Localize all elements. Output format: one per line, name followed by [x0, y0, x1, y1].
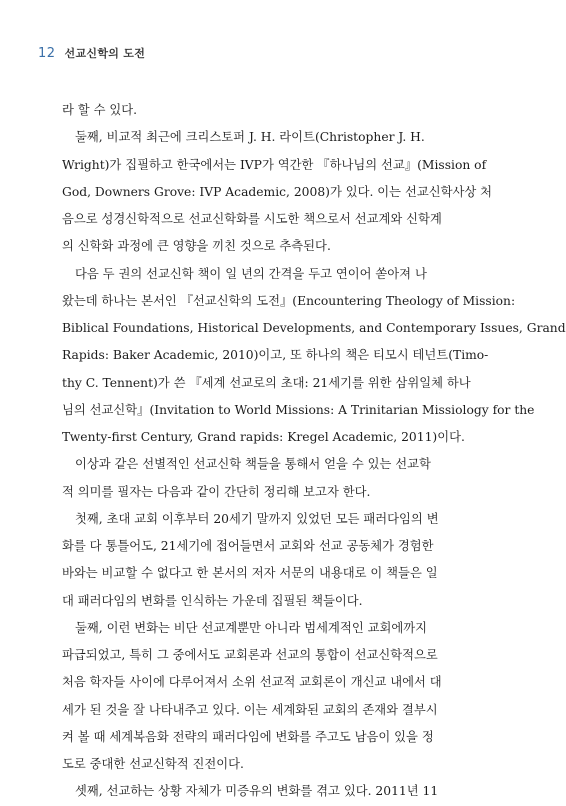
text-line: 음으로 성경신학적으로 선교신학화를 시도한 책으로서 선교계와 신학계	[62, 212, 442, 226]
text-line: 다음 두 권의 선교신학 책이 일 년의 간격을 두고 연이어 쏟아져 나	[75, 266, 427, 281]
text-line: 의 신학화 과정에 큰 영향을 끼친 것으로 추측된다.	[62, 239, 331, 254]
text-line: 대 패러다임의 변화를 인식하는 가운데 집필된 책들이다.	[62, 593, 363, 608]
text-line: 적 의미를 필자는 다음과 같이 간단히 정리해 보고자 한다.	[62, 484, 371, 499]
running-title: 선교신학의 도전	[64, 47, 146, 60]
text-line: Rapids: Baker Academic, 2010)이고, 또 하나의 책은 티모시 테넌트(Timo-	[62, 348, 489, 363]
text-line: Wright)가 집필하고 한국에서는 IVP가 역간한 『하나님의 선교』(Mission of	[62, 157, 487, 172]
text-line: God, Downers Grove: IVP Academic, 2008)가 있다. 이는 선교신학사상 처	[62, 184, 493, 199]
text-line: 둘째, 이런 변화는 비단 선교계뿐만 아니라 범세계적인 교회에까지	[75, 620, 427, 635]
body-text	[62, 97, 566, 806]
running-header	[38, 45, 145, 61]
text-line: 라 할 수 있다.	[62, 103, 138, 117]
text-line: 켜 볼 때 세계복음화 전략의 패러다임에 변화를 주고도 남음이 있을 정	[62, 729, 434, 744]
text-line: 바와는 비교할 수 없다고 한 본서의 저자 서문의 내용대로 이 책들은 일	[62, 566, 438, 581]
text-line: 화를 다 통틀어도, 21세기에 접어들면서 교회와 선교 공동체가 경험한	[62, 539, 434, 553]
text-line: 왔는데 하나는 본서인 『선교신학의 도전』(Encountering Theology of Mission:	[62, 293, 516, 308]
text-line: Twenty-first Century, Grand rapids: Kregel Academic, 2011)이다.	[62, 430, 465, 444]
text-line: 둘째, 비교적 최근에 크리스토퍼 J. H. 라이트(Christopher J. H.	[75, 130, 425, 145]
text-line: 이상과 같은 선별적인 선교신학 책들을 통해서 얻을 수 있는 선교학	[75, 457, 431, 472]
text-line: thy C. Tennent)가 쓴 『세계 선교로의 초대: 21세기를 위한 삼위일체 하나	[62, 375, 471, 390]
page-number: 12	[38, 46, 56, 61]
text-line: 도로 중대한 선교신학적 진전이다.	[62, 757, 244, 771]
text-line: Biblical Foundations, Historical Developments, and Contemporary Issues, Grand	[62, 321, 566, 335]
text-line: 파급되었고, 특히 그 중에서도 교회론과 선교의 통합이 선교신학적으로	[62, 648, 438, 662]
text-line: 님의 선교신학』(Invitation to World Missions: A Trinitarian Missiology for the	[62, 402, 535, 417]
text-line: 처음 학자들 사이에 다루어져서 소위 선교적 교회론이 개신교 내에서 대	[62, 675, 442, 690]
text-line: 셋째, 선교하는 상황 자체가 미증유의 변화를 겪고 있다. 2011년 11	[75, 784, 439, 799]
text-line: 세가 된 것을 잘 나타내주고 있다. 이는 세계화된 교회의 존재와 결부시	[62, 702, 438, 717]
text-line: 첫째, 초대 교회 이후부터 20세기 말까지 있었던 모든 패러다임의 변	[75, 511, 439, 526]
